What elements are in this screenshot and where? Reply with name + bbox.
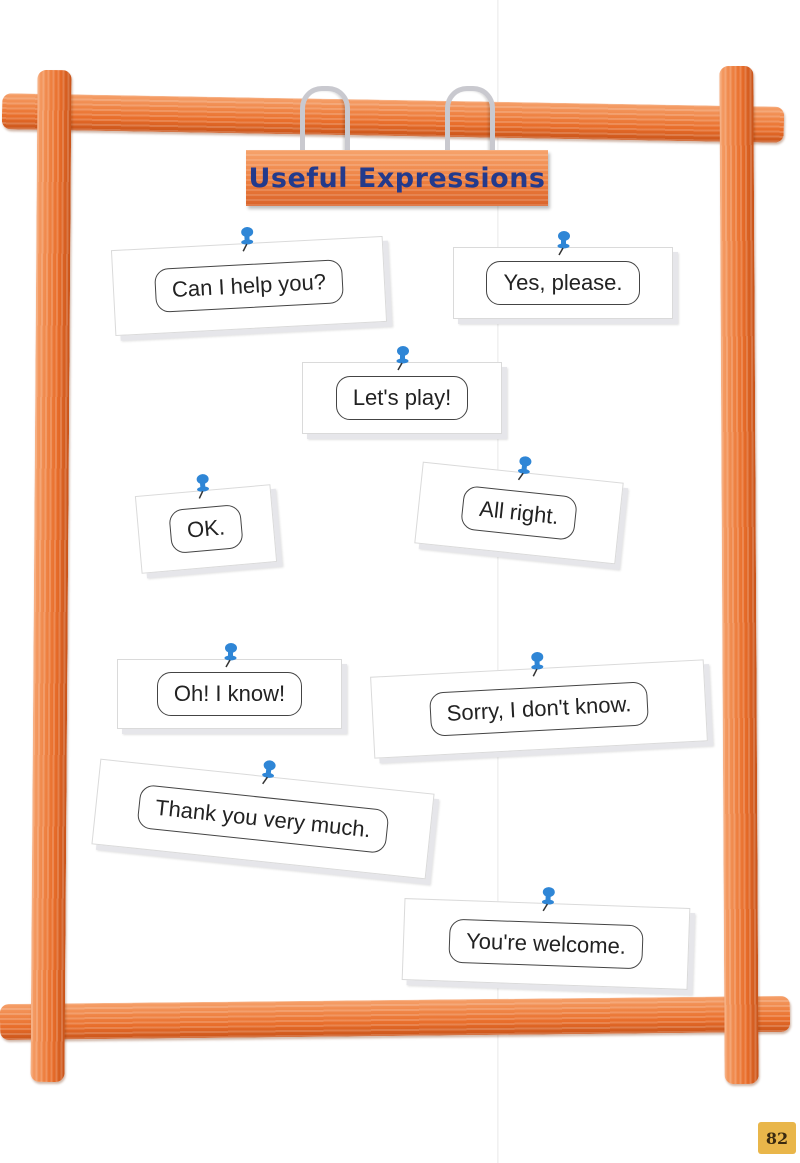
- expression-text: All right.: [460, 485, 577, 541]
- expression-card: [135, 484, 277, 574]
- frame-bottom-stick: [0, 996, 790, 1040]
- pushpin-icon: [394, 345, 410, 371]
- expression-card: [91, 759, 434, 880]
- frame-left-stick: [30, 70, 71, 1082]
- expression-card: [402, 898, 691, 990]
- pushpin-icon: [259, 758, 278, 786]
- pushpin-icon: [528, 651, 545, 678]
- expression-text: You're welcome.: [448, 919, 643, 970]
- pushpin-icon: [539, 886, 556, 913]
- pushpin-icon: [222, 642, 238, 668]
- expression-text: Thank you very much.: [136, 784, 390, 854]
- pushpin-icon: [193, 473, 211, 500]
- expression-text: OK.: [168, 504, 243, 554]
- expression-text: Sorry, I don't know.: [429, 681, 650, 736]
- expression-card: [414, 462, 623, 565]
- expression-text: Can I help you?: [154, 259, 344, 313]
- title-sign: [246, 150, 548, 206]
- frame-right-stick: [719, 66, 758, 1084]
- expression-card: [370, 659, 708, 758]
- page-title: Useful Expressions: [248, 162, 546, 194]
- expression-text: Let's play!: [336, 376, 468, 420]
- pushpin-icon: [555, 230, 571, 256]
- page-number: 82: [758, 1122, 796, 1154]
- pushpin-icon: [238, 226, 255, 253]
- expression-text: Oh! I know!: [157, 672, 302, 716]
- expression-card: [453, 247, 673, 319]
- pushpin-icon: [514, 454, 533, 482]
- expression-card: [111, 236, 387, 336]
- expression-card: [117, 659, 342, 729]
- frame-top-stick: [2, 93, 785, 143]
- expression-card: [302, 362, 502, 434]
- expression-text: Yes, please.: [486, 261, 639, 305]
